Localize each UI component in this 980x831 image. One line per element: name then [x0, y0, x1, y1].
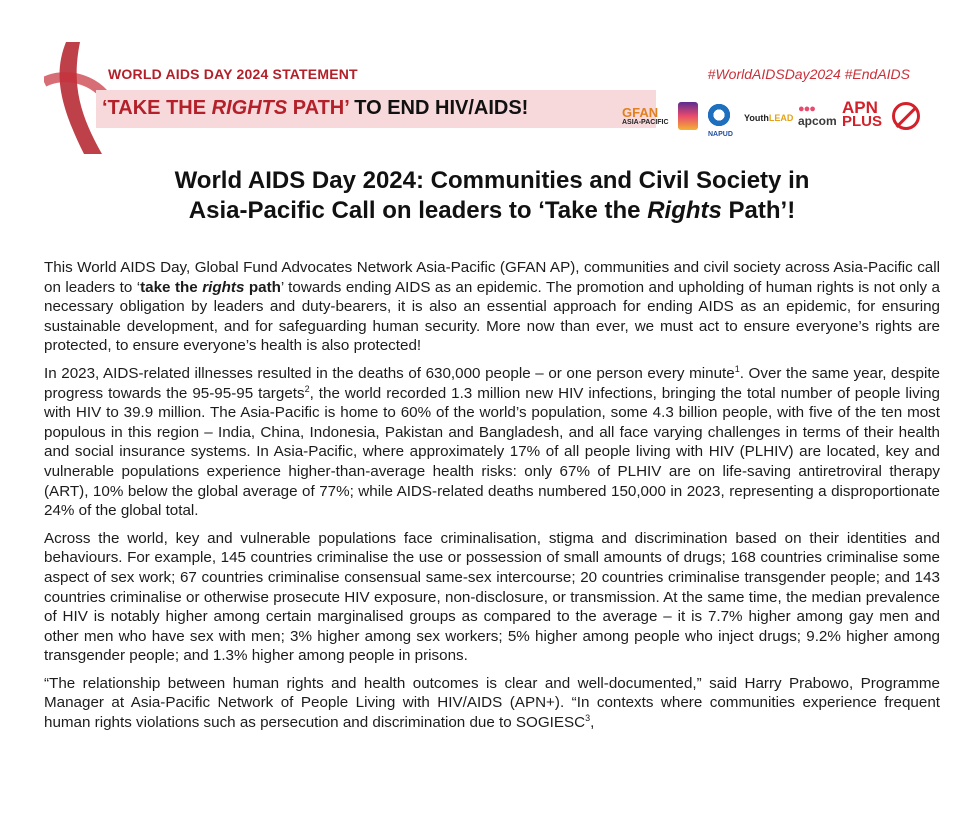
youth-text: Youth [744, 113, 769, 123]
apn-text: APN [842, 98, 878, 117]
statement-banner [44, 42, 940, 154]
p1-text-b: ’ towards ending AIDS as an epidemic. The promotion and upholding of human rights is not only a necessary obligation by leaders and duty-bearers, it is also an essential approach for ending AIDS as an epidemic, for ensuring sustainable development, and for safeguarding human security. More now than ever, we must act to ensure everyone’s rights are protected, to ensure everyone’s health is also protected! [44, 278, 941, 355]
gfan-logo-text: GFAN [622, 105, 659, 120]
tagline-part3: TO END HIV/AIDS! [348, 97, 529, 119]
paragraph-criminalisation: Across the world, key and vulnerable populations face criminalisation, stigma and discrimination based on their identities and behaviours. For example, 145 countries criminalise the use or possession of small amounts of drugs; 168 countries criminalise some aspect of sex work; 67 countries criminalise consensual same-sex intercourse; 20 countries criminalise transgender people; and 143 countries criminalise or otherwise prosecute HIV exposure, non-disclosure, or transmission. At the same time, the median prevalence of HIV is notably higher among certain marginalised groups as compared to the average – it is 7.7% higher among gay men and other men who have sex with men; 3% higher among sex workers; 5% higher among people who inject drugs; 9.2% higher among transgender people; and 1.3% higher among people in prisons. [44, 529, 940, 665]
hashtags: #WorldAIDSDay2024 #EndAIDS [707, 66, 910, 82]
statement-body [44, 258, 940, 741]
apcom-text: apcom [798, 114, 837, 128]
p1-text-a: This World AIDS Day, Global Fund Advocates Network Asia-Pacific (GFAN AP), communities and civil society across Asia-Pacific call on leaders to ‘ [44, 259, 940, 296]
apn-plus-logo [842, 100, 882, 129]
statement-label: WORLD AIDS DAY 2024 STATEMENT [108, 66, 358, 82]
page-title [44, 166, 940, 226]
napud-globe-icon [706, 102, 732, 128]
p1-bold-2: path [244, 278, 281, 296]
title-line2-part1: Asia-Pacific Call on leaders to ‘Take the [188, 197, 648, 224]
partner-logos [616, 100, 936, 144]
p2-text-b: . Over the same year, despite progress towards the 95-95-95 targets [44, 364, 940, 402]
no-sign-icon [892, 102, 920, 130]
paragraph-intro [44, 258, 940, 356]
p4-text-a: “The relationship between human rights and health outcomes is clear and well-documented,” said Harry Prabowo, Programme Manager at Asia-Pacific Network of People Living with HIV/AIDS (APN+). “In contexts where communities experience frequent human rights violations such as persecution and discrimination due to SOGIESC [44, 674, 940, 732]
apn-plus-text: PLUS [842, 113, 883, 131]
p4-text-b: , [590, 714, 595, 732]
apcom-dots-icon: ●●● [798, 103, 815, 115]
tagline-italic: RIGHTS [211, 97, 288, 119]
footnote-ref-3[interactable]: 3 [585, 713, 591, 723]
napud-logo-text: NAPUD [708, 131, 733, 138]
title-line2-part2: Path’! [721, 197, 796, 224]
p2-text-a: In 2023, AIDS-related illnesses resulted in the deaths of 630,000 people – or one person every minute [44, 364, 735, 382]
gfan-logo-sub: ASIA-PACIFIC [622, 119, 669, 126]
title-line1: World AIDS Day 2024: Communities and Civil Society in [174, 167, 810, 194]
paragraph-quote [44, 674, 940, 733]
p1-bold-italic: rights [202, 278, 245, 296]
title-line2-italic: Rights [647, 197, 722, 224]
p1-bold-1: take the [140, 278, 203, 296]
tagline-part2: PATH’ [287, 97, 349, 119]
gfan-logo [622, 106, 669, 126]
tagline [102, 97, 528, 120]
p2-text-c: , the world recorded 1.3 million new HIV infections, bringing the total number of people living with HIV to 39.9 million. The Asia-Pacific is home to 60% of the world’s population, some 4.3 billion people, with five of the ten most populous in this region – India, China, Indonesia, Pakistan and Bangladesh, and all face varying challenges in terms of their health and social insurance systems. In Asia-Pacific, where approximately 17% of all people living with HIV (PLHIV) are located, key and vulnerable populations experience higher-than-average health risks: only 67% of PLHIV are on life-saving antiretroviral therapy (ART), 10% below the global average of 77%; while AIDS-related deaths numbered 150,000 in 2023, representing a disproportionate 24% of the global total. [44, 384, 940, 520]
footnote-ref-1[interactable]: 1 [734, 363, 740, 374]
paragraph-statistics [44, 364, 940, 521]
tagline-part1: ‘TAKE THE [102, 97, 212, 119]
footnote-ref-2[interactable]: 2 [304, 383, 310, 394]
apcom-logo [798, 104, 837, 127]
lead-text: LEAD [768, 113, 794, 123]
youth-lead-logo [744, 114, 793, 123]
shield-logo-icon [678, 102, 698, 130]
